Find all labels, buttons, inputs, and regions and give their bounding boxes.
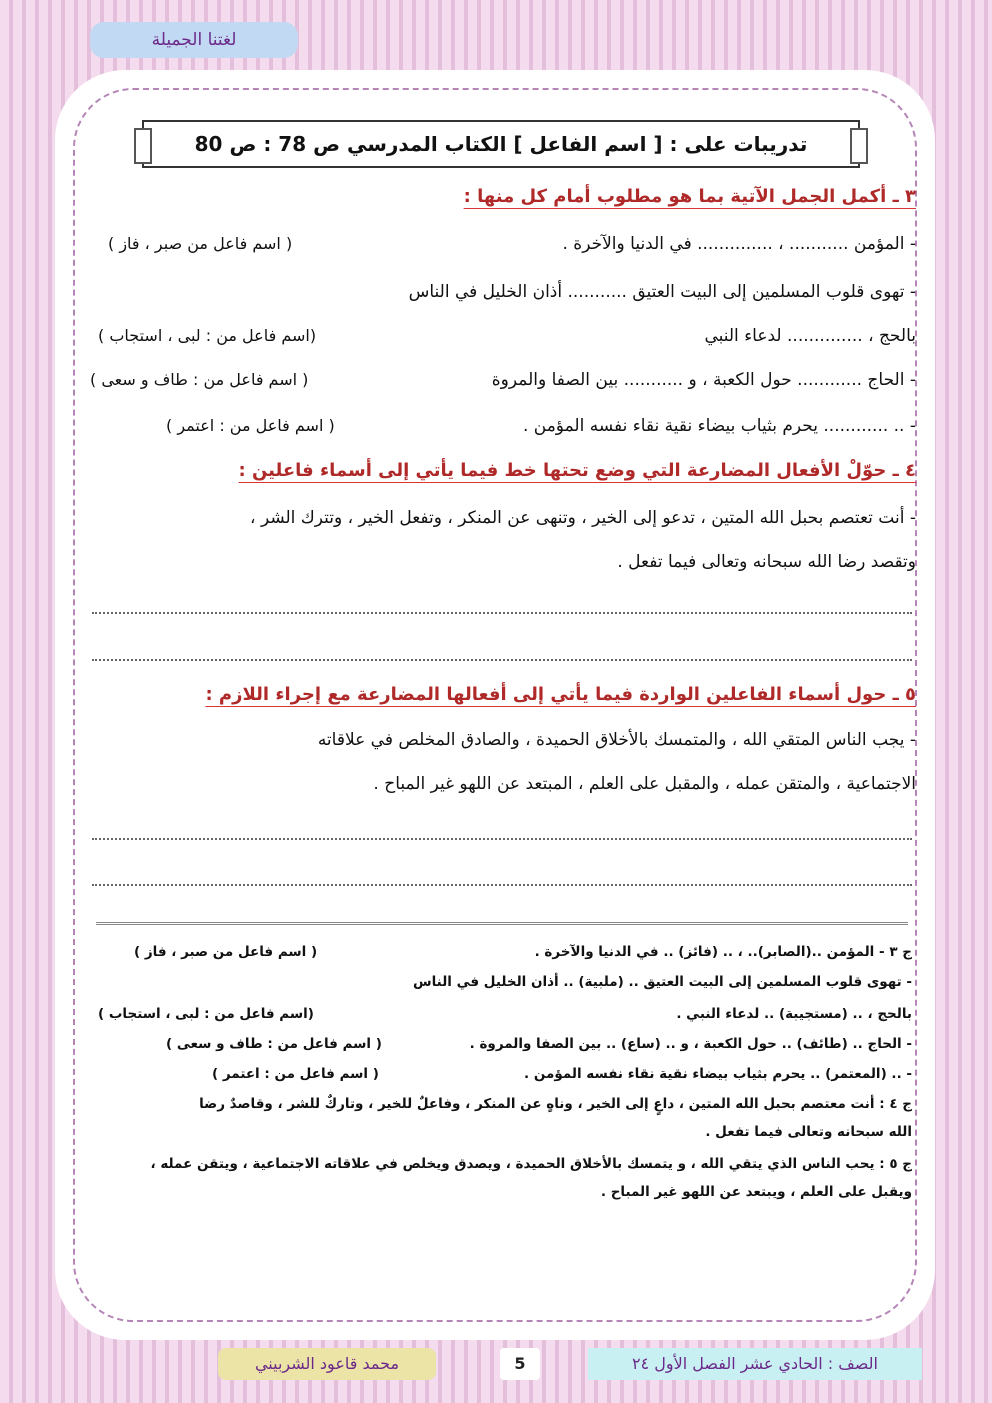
answer-3-hint-1: ( اسم فاعل من صبر ، فاز )	[134, 944, 318, 960]
answers-separator	[96, 922, 908, 925]
answer-3-hint-4: ( اسم فاعل من : طاف و سعى )	[166, 1036, 382, 1052]
answer-5-line-1: ج ٥ : يحب الناس الذي يتقي الله ، و يتمسك بالأخلاق الحميدة ، ويصدق ويخلص في علاقاته الاجتماعية ، ويتقن عمله ،	[150, 1156, 912, 1172]
q3-hint-5: ( اسم فاعل من : اعتمر )	[166, 416, 335, 435]
subject-label: لغتنا الجميلة	[90, 22, 298, 58]
answer-line[interactable]	[92, 884, 912, 886]
answer-3-line-5: - .. (المعتمر) .. يحرم بثياب بيضاء نقية نقاء نفسه المؤمن .	[524, 1066, 912, 1082]
answer-3-line-1: ج ٣ - المؤمن ..(الصابر).. ، .. (فائز) .. في الدنيا والآخرة .	[534, 944, 912, 960]
answer-line[interactable]	[92, 838, 912, 840]
page-number: 5	[500, 1348, 540, 1380]
answer-3-hint-3: (اسم فاعل من : لبى ، استجاب )	[98, 1006, 314, 1022]
q3-line-4: - الحاج ............ حول الكعبة ، و ........... بين الصفا والمروة	[491, 370, 916, 390]
q3-line-3: بالحج ، .............. لدعاء النبي	[704, 326, 916, 346]
q4-line-2: وتقصد رضا الله سبحانه وتعالى فيما تفعل .	[617, 552, 916, 572]
answer-5-line-2: ويقبل على العلم ، ويبتعد عن اللهو غير المباح .	[600, 1184, 912, 1200]
answer-3-line-3: بالحج ، .. (مستجيبة) .. لدعاء النبي .	[676, 1006, 912, 1022]
q3-hint-1: ( اسم فاعل من صبر ، فاز )	[108, 234, 293, 253]
q3-line-5: - .. ............ يحرم بثياب بيضاء نقية نقاء نفسه المؤمن .	[522, 416, 916, 436]
answer-line[interactable]	[92, 659, 912, 661]
q3-line-2: - تهوى قلوب المسلمين إلى البيت العتيق ........... أذان الخليل في الناس	[408, 282, 916, 302]
answer-3-line-4: - الحاج .. (طائف) .. حول الكعبة ، و .. (ساع) .. بين الصفا والمروة .	[469, 1036, 912, 1052]
page-title: تدريبات على : [ اسم الفاعل ] الكتاب المدرسي ص 78 : ص 80	[142, 120, 860, 168]
answer-3-hint-5: ( اسم فاعل من : اعتمر )	[212, 1066, 379, 1082]
grade-label: الصف : الحادي عشر الفصل الأول ٢٤	[588, 1348, 922, 1380]
answer-line[interactable]	[92, 612, 912, 614]
q3-heading: ٣ ـ أكمل الجمل الآتية بما هو مطلوب أمام كل منها :	[463, 186, 916, 207]
answer-3-line-2: - تهوى قلوب المسلمين إلى البيت العتيق .. (ملبية) .. أذان الخليل في الناس	[412, 974, 912, 990]
answer-4-line-1: ج ٤ : أنت معتصم بحبل الله المتين ، داعٍ إلى الخير ، وناهٍ عن المنكر ، وفاعلٌ للخير ، وتاركٌ للشر ، وقاصدٌ رضا	[199, 1096, 912, 1112]
q5-line-1: - يجب الناس المتقي الله ، والمتمسك بالأخلاق الحميدة ، والصادق المخلص في علاقاته	[317, 730, 916, 750]
author-label: محمد قاعود الشربيني	[218, 1348, 436, 1380]
q5-line-2: الاجتماعية ، والمتقن عمله ، والمقبل على العلم ، المبتعد عن اللهو غير المباح .	[373, 774, 916, 794]
q4-heading: ٤ ـ حوّلْ الأفعال المضارعة التي وضع تحتها خط فيما يأتي إلى أسماء فاعلين :	[238, 460, 916, 481]
answer-4-line-2: الله سبحانه وتعالى فيما تفعل .	[705, 1124, 912, 1140]
q3-hint-3: (اسم فاعل من : لبى ، استجاب )	[98, 326, 317, 345]
q4-line-1: - أنت تعتصم بحبل الله المتين ، تدعو إلى الخير ، وتنهى عن المنكر ، وتفعل الخير ، وتترك الشر ،	[250, 508, 916, 528]
q3-line-1: - المؤمن ........... ، .............. في الدنيا والآخرة .	[562, 234, 916, 254]
q5-heading: ٥ ـ حول أسماء الفاعلين الواردة فيما يأتي إلى أفعالها المضارعة مع إجراء اللازم :	[205, 684, 916, 705]
q3-hint-4: ( اسم فاعل من : طاف و سعى )	[90, 370, 309, 389]
